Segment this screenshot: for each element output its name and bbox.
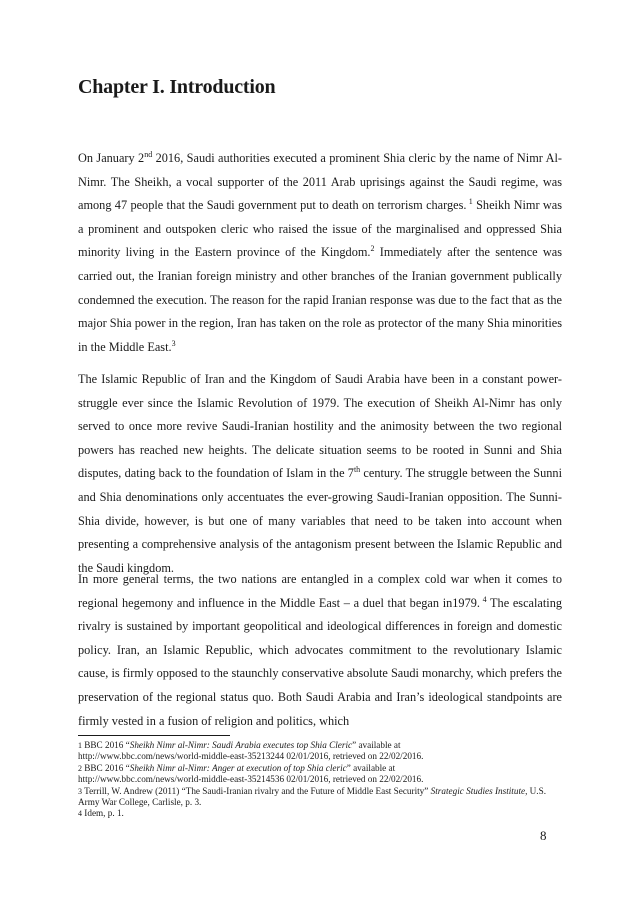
p3-text-a: In more general terms, the two nations are entangled in a complex cold war when it comes to regional hegemony and influence in the Middle East – a duel that began in1979.	[78, 572, 562, 610]
p1-text-c: Sheikh Nimr was a prominent and outspoken cleric who raised the issue of the marginalised and oppressed Shia minority living in the Eastern province of the Kingdom.	[78, 198, 562, 260]
footnote-3-number: 3	[78, 786, 82, 796]
footnote-divider	[78, 735, 230, 736]
footnote-2-pre: BBC 2016 “	[82, 762, 130, 773]
p2-ordinal-sup: th	[353, 465, 361, 475]
footnote-1-title: Sheikh Nimr al-Nimr: Saudi Arabia executes top Shia Cleric	[129, 740, 353, 750]
p2-text-b: century. The struggle between the Sunni and Shia denominations only accentuates the ever-growing Saudi-Iranian opposition. The Sunni-Shia divide, however, is but one of many variables that need to be taken into account when presenting a comprehensive analysis of the antagonism present between the Islamic Republic and the Saudi kingdom.	[78, 466, 562, 575]
footnote-3-title: Strategic Studies Institute	[430, 785, 526, 796]
footnote-1-post: ” available at	[352, 740, 401, 750]
footnotes	[78, 740, 568, 820]
paragraph-2	[78, 368, 562, 580]
p1-text-a: On January 2	[78, 151, 145, 165]
p1-ordinal-sup: nd	[144, 149, 153, 159]
footnote-4-text: Idem, p. 1.	[82, 808, 124, 819]
footnote-1-pre: BBC 2016 “	[82, 740, 130, 750]
footnote-2-post: ” available at	[346, 762, 396, 773]
footnote-3-post: , U.S. Army War College, Carlisle, p. 3.	[78, 785, 547, 808]
chapter-title: Chapter I. Introduction	[78, 76, 276, 98]
footnote-4	[78, 808, 568, 819]
paragraph-3	[78, 568, 562, 733]
footnote-ref-2[interactable]: 2	[370, 244, 375, 254]
p3-text-b: The escalating rivalry is sustained by important geopolitical and ideological differences in foreign and domestic policy. Iran, an Islamic Republic, which advocates commitment to the revolutionary Islamic cause, is firmly opposed to the staunchly conservative absolute Saudi monarchy, which prefers the preservation of the regional status quo. Both Saudi Arabia and Iran’s ideological standpoints are firmly vested in a fusion of religion and politics, which	[78, 595, 562, 728]
page-number: 8	[540, 828, 547, 843]
footnote-1-number: 1	[78, 741, 82, 750]
paragraph-1	[78, 147, 562, 359]
p1-text-b: 2016, Saudi authorities executed a prominent Shia cleric by the name of Nimr Al-Nimr. The Sheikh, a vocal supporter of the 2011 Arab uprisings against the Saudi regime, was among 47 people that the Saudi government put to death on terrorism charges.	[78, 151, 562, 213]
footnote-ref-1[interactable]: 1	[466, 197, 473, 207]
footnote-4-number: 4	[78, 809, 82, 819]
footnote-1	[78, 740, 568, 751]
footnote-ref-3[interactable]: 3	[171, 338, 176, 348]
footnote-3	[78, 786, 568, 809]
footnote-3-pre: Terrill, W. Andrew (2011) “The Saudi-Iranian rivalry and the Future of Middle East Security”	[82, 785, 431, 796]
footnote-1-link[interactable]: http://www.bbc.com/news/world-middle-east-35213244 02/01/2016, retrieved on 22/02/2016.	[78, 751, 424, 762]
p2-text-a: The Islamic Republic of Iran and the Kingdom of Saudi Arabia have been in a constant power-struggle ever since the Islamic Revolution of 1979. The execution of Sheikh Al-Nimr has only served to once more revive Saudi-Iranian hostility and the animosity between the two regional powers has reached new heights. The delicate situation seems to be rooted in Sunni and Shia disputes, dating back to the foundation of Islam in the 7	[78, 372, 562, 481]
footnote-2-number: 2	[78, 763, 82, 773]
footnote-2	[78, 763, 568, 774]
footnote-2-title: Sheikh Nimr al-Nimr: Anger at execution of top Shia cleric	[129, 762, 347, 773]
footnote-2-link[interactable]: http://www.bbc.com/news/world-middle-east-35214536 02/01/2016, retrieved on 22/02/2016.	[78, 774, 424, 785]
p1-text-d: Immediately after the sentence was carried out, the Iranian foreign ministry and other branches of the Iranian government publically condemned the execution. The reason for the rapid Iranian response was due to the fact that as the major Shia power in the region, Iran has taken on the role as protector of the many Shia minorities in the Middle East.	[78, 245, 563, 354]
footnote-ref-4[interactable]: 4	[479, 594, 487, 604]
